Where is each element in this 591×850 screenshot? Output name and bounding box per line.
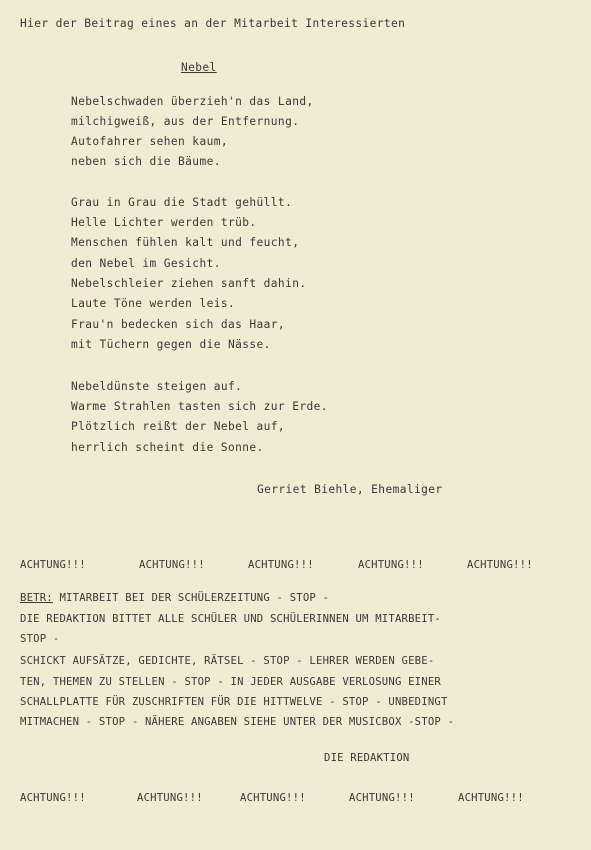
poem-line: Plötzlich reißt der Nebel auf,: [71, 420, 286, 433]
poem-author: Gerriet Biehle, Ehemaliger: [257, 483, 443, 496]
poem-line: Nebeldünste steigen auf.: [71, 380, 243, 393]
achtung-label: ACHTUNG!!!: [20, 792, 86, 804]
achtung-label: ACHTUNG!!!: [349, 792, 415, 804]
poem-line: den Nebel im Gesicht.: [71, 257, 221, 270]
notice-line: DIE REDAKTION BITTET ALLE SCHÜLER UND SCHÜLERINNEN UM MITARBEIT-: [20, 613, 441, 625]
poem-line: milchigweiß, aus der Entfernung.: [71, 115, 300, 128]
poem-line: Warme Strahlen tasten sich zur Erde.: [71, 400, 328, 413]
achtung-label: ACHTUNG!!!: [358, 559, 424, 571]
poem-line: neben sich die Bäume.: [71, 155, 221, 168]
notice-line: MITMACHEN - STOP - NÄHERE ANGABEN SIEHE UNTER DER MUSICBOX -STOP -: [20, 716, 455, 728]
poem-line: Autofahrer sehen kaum,: [71, 135, 228, 148]
notice-text: MITARBEIT BEI DER SCHÜLERZEITUNG - STOP -: [52, 592, 330, 604]
notice-line-1: [20, 591, 329, 605]
poem-line: Nebelschwaden überzieh'n das Land,: [71, 95, 314, 108]
notice-line: SCHICKT AUFSÄTZE, GEDICHTE, RÄTSEL - STOP - LEHRER WERDEN GEBE-: [20, 655, 435, 667]
poem-line: Nebelschleier ziehen sanft dahin.: [71, 277, 307, 290]
intro-line: Hier der Beitrag eines an der Mitarbeit Interessierten: [20, 17, 406, 30]
achtung-label: ACHTUNG!!!: [248, 559, 314, 571]
achtung-label: ACHTUNG!!!: [137, 792, 203, 804]
poem-line: Menschen fühlen kalt und feucht,: [71, 236, 300, 249]
poem-title: Nebel: [181, 61, 217, 74]
poem-line: Grau in Grau die Stadt gehüllt.: [71, 196, 293, 209]
poem-line: herrlich scheint die Sonne.: [71, 441, 264, 454]
poem-line: mit Tüchern gegen die Nässe.: [71, 338, 271, 351]
notice-line: SCHALLPLATTE FÜR ZUSCHRIFTEN FÜR DIE HITTWELVE - STOP - UNBEDINGT: [20, 696, 448, 708]
notice-line: STOP -: [20, 633, 60, 645]
achtung-label: ACHTUNG!!!: [240, 792, 306, 804]
achtung-label: ACHTUNG!!!: [139, 559, 205, 571]
achtung-label: ACHTUNG!!!: [20, 559, 86, 571]
notice-signature: DIE REDAKTION: [324, 752, 410, 764]
betr-label: BETR:: [20, 592, 53, 604]
achtung-label: ACHTUNG!!!: [458, 792, 524, 804]
achtung-label: ACHTUNG!!!: [467, 559, 533, 571]
poem-line: Frau'n bedecken sich das Haar,: [71, 318, 286, 331]
poem-line: Laute Töne werden leis.: [71, 297, 236, 310]
notice-line: TEN, THEMEN ZU STELLEN - STOP - IN JEDER AUSGABE VERLOSUNG EINER: [20, 676, 441, 688]
poem-line: Helle Lichter werden trüb.: [71, 216, 257, 229]
